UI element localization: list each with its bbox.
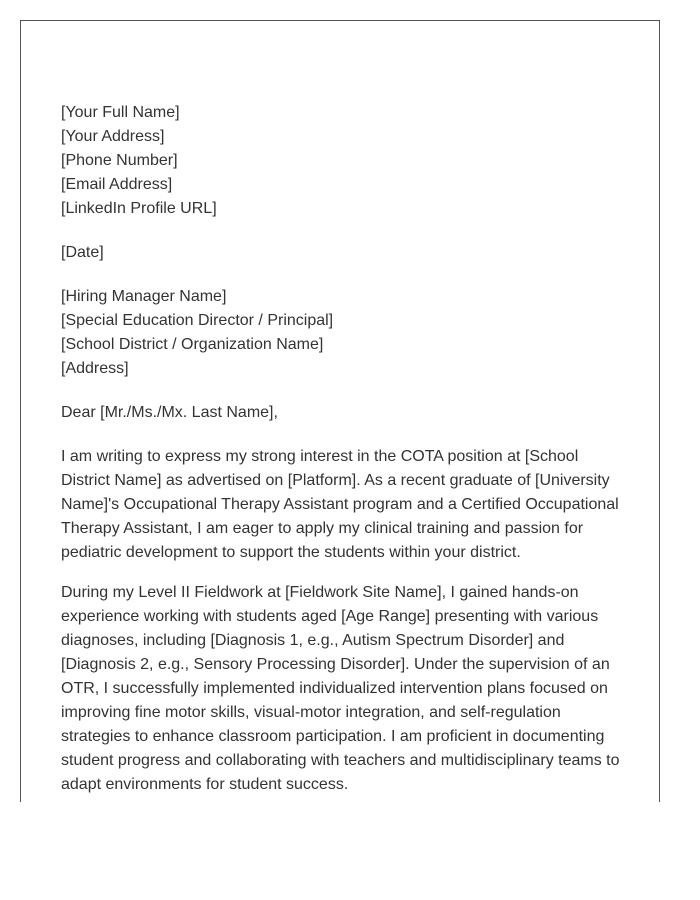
letter-content xyxy=(61,101,627,813)
letter-page xyxy=(20,20,660,802)
recipient-block xyxy=(61,285,627,381)
recipient-name: [Hiring Manager Name] xyxy=(61,288,227,305)
sender-block xyxy=(61,101,627,221)
sender-linkedin: [LinkedIn Profile URL] xyxy=(61,200,217,217)
body-paragraph-2: During my Level II Fieldwork at [Fieldwork Site Name], I gained hands-on experience working with students aged [Age Range] presenting with various diagnoses, including [Diagnosis 1, e.g., Autism Spectrum Disorder] and [Diagnosis 2, e.g., Sensory Processing Disorder]. Under the supervision of an OTR, I successfully implemented individualized intervention plans focused on improving fine motor skills, visual-motor integration, and self-regulation strategies to enhance classroom participation. I am proficient in documenting student progress and collaborating with teachers and multidisciplinary teams to adapt environments for student success. xyxy=(61,584,620,793)
sender-email: [Email Address] xyxy=(61,176,173,193)
salutation: Dear [Mr./Ms./Mx. Last Name], xyxy=(61,404,278,421)
letter-date: [Date] xyxy=(61,244,104,261)
salutation-block xyxy=(61,401,627,425)
sender-phone: [Phone Number] xyxy=(61,152,178,169)
recipient-address: [Address] xyxy=(61,360,129,377)
recipient-organization: [School District / Organization Name] xyxy=(61,336,324,353)
body-paragraph-1: I am writing to express my strong interest in the COTA position at [School District Name] as advertised on [Platform]. As a recent graduate of [University Name]'s Occupational Therapy Assistant program and a Certified Occupational Therapy Assistant, I am eager to apply my clinical training and passion for pediatric development to support the students within your district. xyxy=(61,448,619,561)
recipient-title: [Special Education Director / Principal] xyxy=(61,312,334,329)
sender-name: [Your Full Name] xyxy=(61,104,180,121)
date-block xyxy=(61,241,627,265)
sender-address: [Your Address] xyxy=(61,128,165,145)
